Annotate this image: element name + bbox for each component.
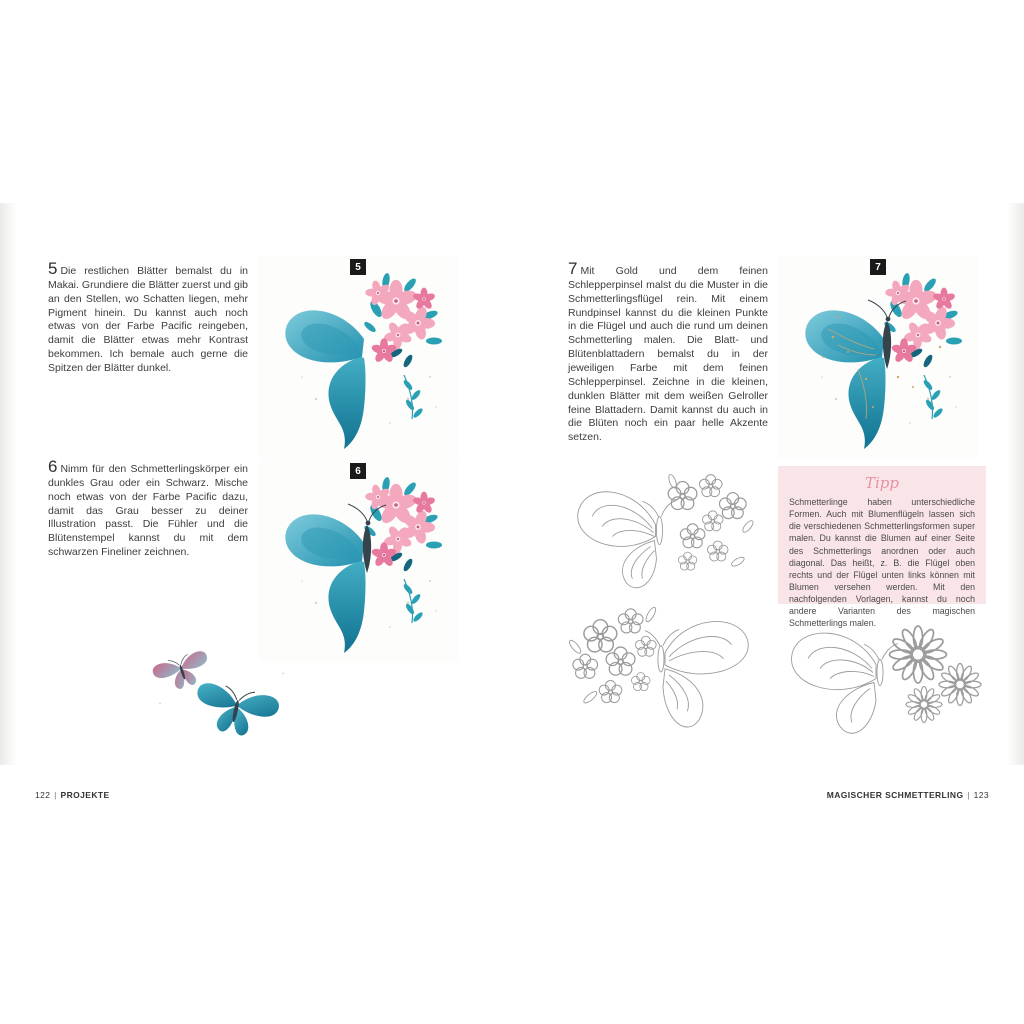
step6-body: Nimm für den Schmetterlingskörper ein dunkles Grau oder ein Schwarz. Mische noch etwas von der Farbe Pacific dazu, damit das Grau besser zu deiner Illustration passt. Die Fühler und die Blütenstempel kannst du mit dem schwarzen Fineliner zeichnen.: [48, 463, 248, 559]
step6-number: 6: [48, 457, 58, 476]
step5-badge: 5: [350, 259, 366, 275]
step7-badge: 7: [870, 259, 886, 275]
step7-number: 7: [568, 259, 578, 278]
watercolor-butterfly-step5-image: [258, 256, 458, 458]
step6-illustration: [258, 460, 458, 662]
butterfly-sketch-template-1: [562, 466, 768, 602]
step5-illustration: [258, 256, 458, 458]
page-edge-left: [0, 203, 17, 765]
small-butterflies-image: [148, 642, 298, 750]
butterfly-sketch-template-2: [560, 596, 772, 748]
butterfly-outline-image-3: [778, 612, 988, 746]
butterfly-outline-image-2: [560, 596, 772, 748]
step5-number: 5: [48, 259, 58, 278]
step7-body: Mit Gold und dem feinen Schlepperpinsel malst du die Muster in die Schmetterlingsflügel rein. Mit einem Rundpinsel kannst du die kleinen Punkte in die Flügel und auch die rund um deinen Schmetterling malen. Die Blatt- und Blütenblattadern bemalst du in der jeweiligen Farbe mit dem feinen Schlepperpinsel. Zeichne in die kleinen, dunklen Blätter mit dem weißen Gelroller feine Blattadern. Damit kannst du auch in die Blüten noch ein paar helle Akzente setzen.: [568, 265, 768, 444]
watercolor-butterfly-step6-image: [258, 460, 458, 662]
tip-box: [778, 466, 986, 629]
butterfly-outline-image-1: [562, 466, 768, 602]
footer-divider: |: [54, 790, 57, 800]
step5-text: [48, 260, 248, 376]
page-edge-right: [1007, 203, 1024, 765]
tip-title: Tipp: [864, 474, 899, 492]
footer-left: [35, 790, 110, 800]
step7-text: [568, 260, 768, 445]
butterfly-sketch-template-3: [778, 612, 988, 746]
tip-text: Schmetterlinge haben unterschiedliche Formen. Auch mit Blumenflügeln lassen sich die verschiedenen Schmetterlingsformen super malen. Du kannst die Blumen auf einer Seite des Schmetterlings anordnen oder auch diagonal. Das heißt, z. B. die Flügel oben rechts und der Flügel unten links können mit Blumen versehen werden. Mit den nachfolgenden Vorlagen, kannst du noch andere Varianten des magischen Schmetterlings malen.: [789, 497, 975, 629]
step7-illustration: [778, 256, 978, 458]
step5-body: Die restlichen Blätter bemalst du in Makai. Grundiere die Blätter zuerst und gib an den Stellen, wo Schatten liegen, mehr Pigment hinein. Du kannst auch noch etwas von der Farbe Pacific reingeben, damit die Blätter etwas mehr Kontrast bekommen. Ich bemale auch gerne die Spitzen der Blätter dunkel.: [48, 265, 248, 375]
left-section-label: PROJEKTE: [60, 790, 110, 800]
left-page-number: 122: [35, 790, 51, 800]
right-page-number: 123: [973, 790, 989, 800]
right-section-label: MAGISCHER SCHMETTERLING: [826, 790, 964, 800]
small-butterflies-decoration: [148, 642, 298, 750]
footer-divider: |: [967, 790, 970, 800]
step6-text: [48, 458, 248, 560]
footer-right: [827, 790, 989, 800]
step6-badge: 6: [350, 463, 366, 479]
watercolor-butterfly-step7-image: [778, 256, 978, 458]
